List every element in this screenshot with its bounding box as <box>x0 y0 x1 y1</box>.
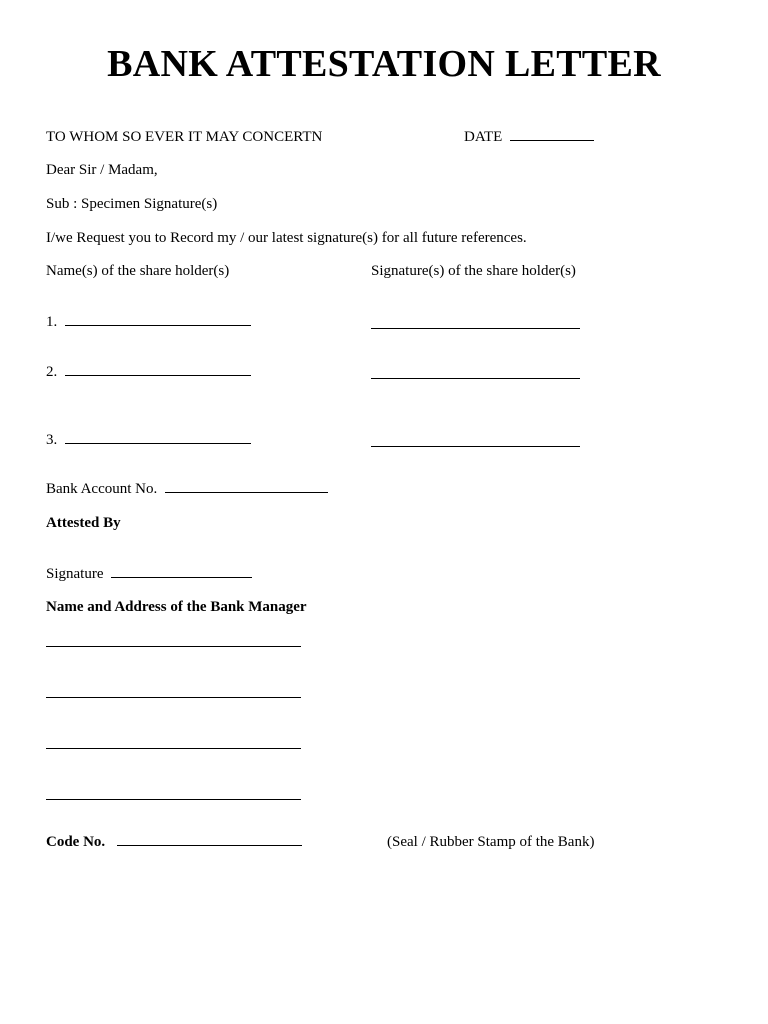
manager-address-line-2[interactable] <box>46 697 301 698</box>
date-label: DATE <box>464 129 503 145</box>
date-field[interactable] <box>464 128 594 146</box>
holder-signature-blank[interactable] <box>371 446 580 447</box>
subject-line: Sub : Specimen Signature(s) <box>46 196 218 212</box>
seal-label: (Seal / Rubber Stamp of the Bank) <box>387 834 595 850</box>
manager-address-line-3[interactable] <box>46 748 301 749</box>
code-blank[interactable] <box>117 833 302 846</box>
names-column-heading: Name(s) of the share holder(s) <box>46 263 230 279</box>
code-field[interactable] <box>46 833 302 851</box>
holder-number: 3. <box>46 432 58 448</box>
signatures-column-heading: Signature(s) of the share holder(s) <box>371 263 576 279</box>
holder-row-3 <box>46 431 251 449</box>
holder-row-2 <box>46 363 251 381</box>
request-text: I/we Request you to Record my / our latest signature(s) for all future references. <box>46 230 527 246</box>
bank-account-field[interactable] <box>46 480 328 498</box>
bank-account-blank[interactable] <box>165 480 328 493</box>
holder-row-1 <box>46 313 251 331</box>
holder-signature-blank[interactable] <box>371 328 580 329</box>
signature-blank[interactable] <box>111 565 252 578</box>
manager-address-line-4[interactable] <box>46 799 301 800</box>
attested-by-heading: Attested By <box>46 515 121 531</box>
holder-number: 1. <box>46 314 58 330</box>
holder-signature-blank[interactable] <box>371 378 580 379</box>
date-blank[interactable] <box>510 128 594 141</box>
salutation: Dear Sir / Madam, <box>46 162 158 178</box>
holder-name-blank[interactable] <box>65 431 251 444</box>
holder-number: 2. <box>46 364 58 380</box>
signature-field[interactable] <box>46 565 252 583</box>
bank-manager-heading: Name and Address of the Bank Manager <box>46 599 307 615</box>
holder-name-blank[interactable] <box>65 313 251 326</box>
recipient-line: TO WHOM SO EVER IT MAY CONCERTN <box>46 129 323 145</box>
holder-name-blank[interactable] <box>65 363 251 376</box>
signature-label: Signature <box>46 566 104 582</box>
bank-account-label: Bank Account No. <box>46 481 158 497</box>
manager-address-line-1[interactable] <box>46 646 301 647</box>
code-label: Code No. <box>46 834 106 850</box>
document-title: BANK ATTESTATION LETTER <box>107 43 661 85</box>
